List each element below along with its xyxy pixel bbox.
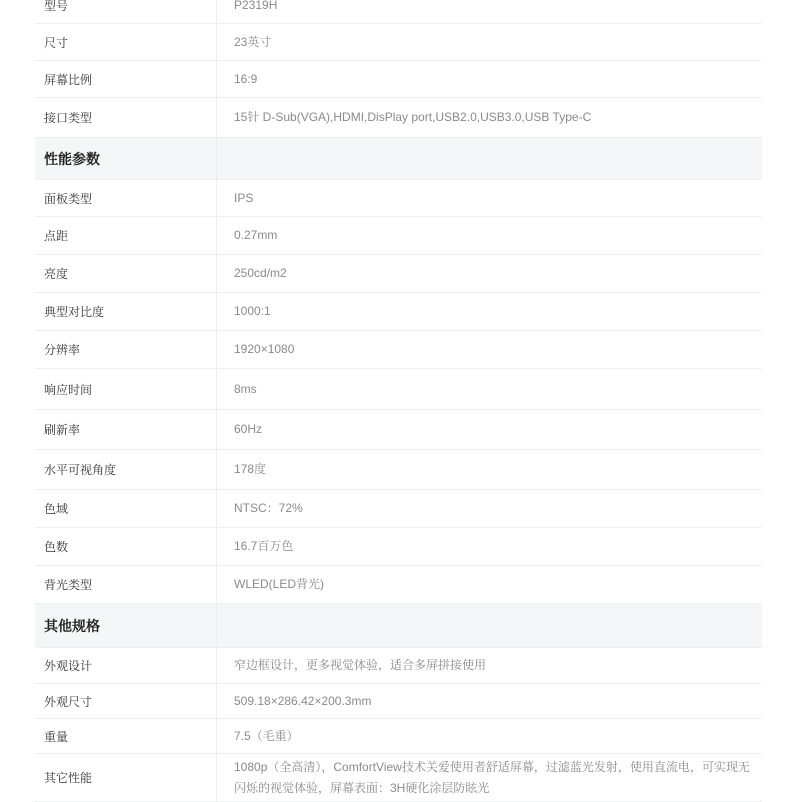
- spec-value: IPS: [234, 190, 254, 205]
- spec-row-contrast: [35, 293, 762, 331]
- spec-row-weight: [35, 719, 762, 754]
- spec-value: 509.18×286.42×200.3mm: [234, 693, 372, 708]
- spec-label: 其它性能: [35, 754, 217, 801]
- spec-value: 178度: [234, 462, 267, 476]
- spec-value: 250cd/m2: [234, 266, 287, 280]
- spec-row-refresh-rate: [35, 410, 762, 450]
- spec-label: 外观设计: [35, 648, 217, 683]
- spec-label: 重量: [35, 719, 217, 753]
- spec-value: 23英寸: [234, 34, 272, 49]
- spec-value: 1920×1080: [234, 342, 295, 356]
- spec-value: WLED(LED背光): [234, 577, 325, 591]
- section-header-other: [35, 604, 762, 648]
- spec-row-backlight: [35, 566, 762, 604]
- spec-row-aspect-ratio: [35, 61, 762, 98]
- spec-row-color-depth: [35, 528, 762, 566]
- spec-row-panel-type: [35, 180, 762, 217]
- spec-label: 刷新率: [35, 410, 217, 449]
- spec-label: 接口类型: [35, 98, 217, 137]
- spec-row-interfaces: [35, 98, 762, 138]
- spec-value: 16:9: [234, 71, 258, 86]
- spec-row-dimensions: [35, 684, 762, 719]
- spec-value: NTSC：72%: [234, 501, 303, 515]
- spec-label: 典型对比度: [35, 293, 217, 330]
- spec-value: 0.27mm: [234, 228, 278, 242]
- spec-value: 8ms: [234, 381, 257, 396]
- spec-label: 屏幕比例: [35, 61, 217, 97]
- section-title: 性能参数: [35, 138, 217, 179]
- spec-label: 外观尺寸: [35, 684, 217, 718]
- section-title: 其他规格: [35, 604, 217, 647]
- spec-value: 15针 D-Sub(VGA),HDMI,DisPlay port,USB2.0,USB3.0,USB Type-C: [234, 110, 592, 124]
- spec-table: [35, 0, 762, 802]
- section-value: [217, 138, 762, 179]
- spec-row-color-gamut: [35, 490, 762, 528]
- spec-label: 水平可视角度: [35, 450, 217, 489]
- spec-label: 面板类型: [35, 180, 217, 216]
- spec-value: 窄边框设计，更多视觉体验，适合多屏拼接使用: [234, 658, 487, 672]
- spec-row-viewing-angle: [35, 450, 762, 490]
- spec-label: 分辨率: [35, 331, 217, 368]
- spec-row-pixel-pitch: [35, 217, 762, 255]
- spec-row-brightness: [35, 255, 762, 293]
- spec-value: 16.7百万色: [234, 539, 294, 553]
- spec-row-other-features: [35, 754, 762, 802]
- spec-label: 亮度: [35, 255, 217, 292]
- spec-label: 点距: [35, 217, 217, 254]
- spec-value: 60Hz: [234, 422, 263, 436]
- spec-label: 型号: [35, 0, 217, 23]
- section-header-performance: [35, 138, 762, 180]
- section-value: [217, 604, 762, 647]
- spec-value: 1080p（全高清），ComfortView技术关爱使用者舒适屏幕，过滤蓝光发射，使用直流电，可实现无闪烁的视觉体验，屏幕表面：3H硬化涂层防眩光: [234, 759, 750, 795]
- spec-label: 色数: [35, 528, 217, 565]
- spec-label: 背光类型: [35, 566, 217, 603]
- spec-label: 响应时间: [35, 369, 217, 409]
- spec-value: 1000:1: [234, 304, 271, 318]
- spec-row-design: [35, 648, 762, 684]
- spec-row-response-time: [35, 369, 762, 410]
- spec-label: 色域: [35, 490, 217, 527]
- spec-row-resolution: [35, 331, 762, 369]
- spec-row-model: [35, 0, 762, 24]
- spec-label: 尺寸: [35, 24, 217, 60]
- spec-value: 7.5（毛重）: [234, 728, 299, 743]
- spec-row-size: [35, 24, 762, 61]
- spec-value: P2319H: [234, 0, 278, 12]
